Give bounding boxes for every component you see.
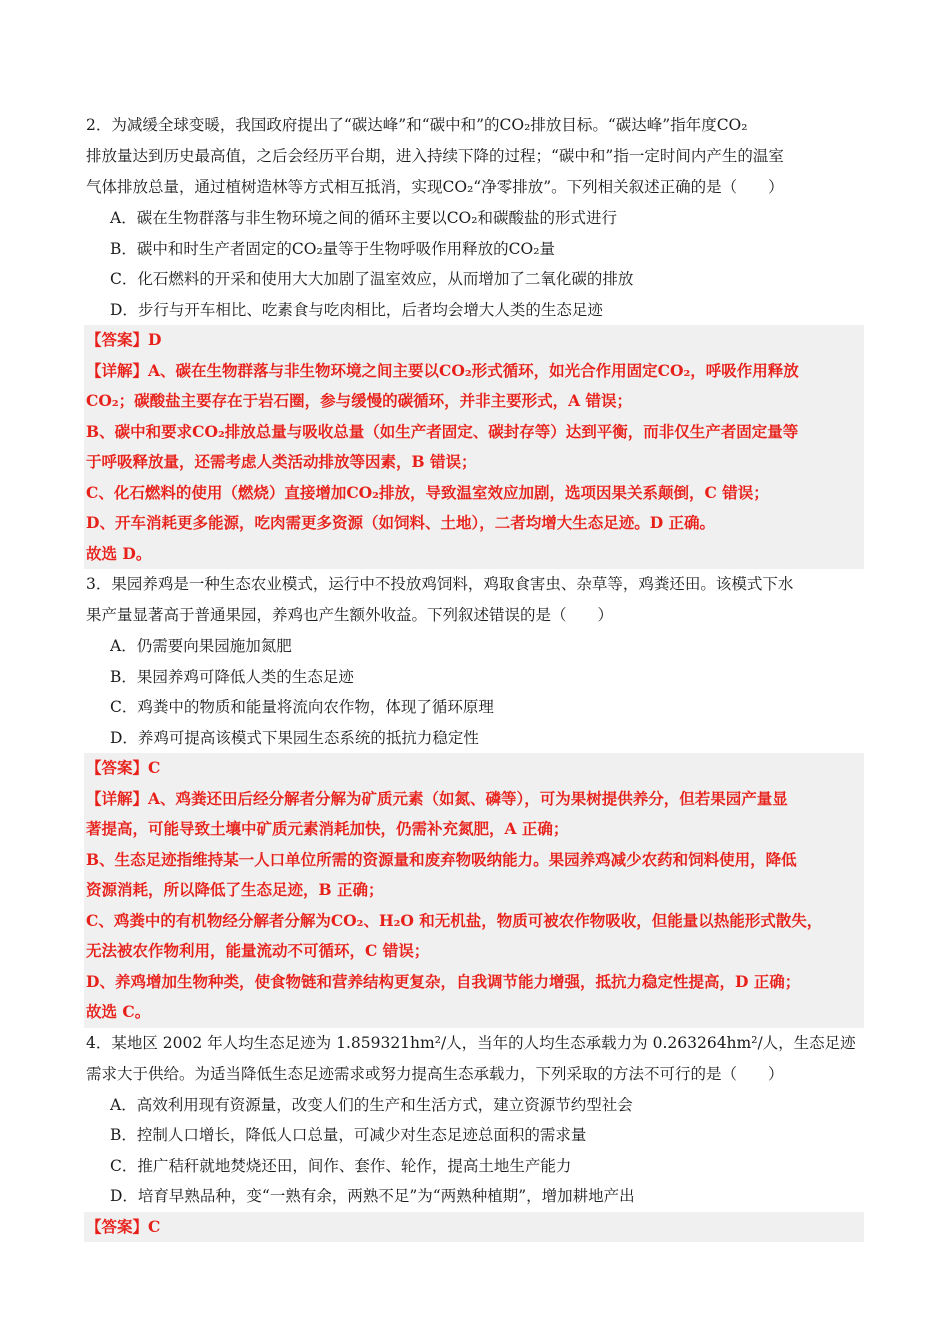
explanation-line: D、开车消耗更多能源，吃肉需更多资源（如饲料、土地），二者均增大生态足迹。D 正确。 [86, 513, 716, 532]
question-2 [86, 110, 864, 569]
question-text-line: 气体排放总量，通过植树造林等方式相互抵消，实现CO₂“净零排放”。下列相关叙述正确的是（ ） [86, 178, 784, 196]
explanation-line: 著提高，可能导致土壤中矿质元素消耗加快，仍需补充氮肥，A 正确； [86, 819, 569, 838]
question-text-line: 排放量达到历史最高值，之后会经历平台期，进入持续下降的过程；“碳中和”指一定时间内产生的温室 [86, 147, 784, 165]
option-b: B．控制人口增长，降低人口总量，可减少对生态足迹总面积的需求量 [110, 1126, 587, 1144]
question-text-line: 4．某地区 2002 年人均生态足迹为 1.859321hm²/人，当年的人均生态承载力为 0.263264hm²/人，生态足迹 [86, 1033, 856, 1052]
explanation-line: CO₂；碳酸盐主要存在于岩石圈，参与缓慢的碳循环，并非主要形式，A 错误； [86, 391, 633, 410]
document-page [86, 110, 864, 1242]
answer-line: 【答案】C [86, 758, 161, 777]
explanation-line: B、生态足迹指维持某一人口单位所需的资源量和废弃物吸纳能力。果园养鸡减少农药和饲料使用，降低 [86, 849, 797, 869]
question-text-line: 3．果园养鸡是一种生态农业模式，运行中不投放鸡饲料，鸡取食害虫、杂草等，鸡粪还田。该模式下水 [86, 575, 794, 593]
option-b: B．果园养鸡可降低人类的生态足迹 [110, 667, 354, 686]
question-text-line: 2．为减缓全球变暖，我国政府提出了“碳达峰”和“碳中和”的CO₂排放目标。“碳达峰”指年度CO₂ [86, 116, 748, 134]
explanation-line: 于呼吸释放量，还需考虑人类活动排放等因素，B 错误； [86, 452, 477, 471]
option-c: C．鸡粪中的物质和能量将流向农作物，体现了循环原理 [110, 698, 494, 716]
question-text-line: 需求大于供给。为适当降低生态足迹需求或努力提高生态承载力，下列采取的方法不可行的是（ ） [86, 1064, 784, 1083]
option-b: B．碳中和时生产者固定的CO₂量等于生物呼吸作用释放的CO₂量 [110, 239, 555, 258]
option-d: D．培育早熟品种，变“一熟有余，两熟不足”为“两熟种植期”，增加耕地产出 [110, 1187, 635, 1205]
explanation-line: C、化石燃料的使用（燃烧）直接增加CO₂排放，导致温室效应加剧，选项因果关系颠倒，C 错误； [86, 482, 769, 502]
explanation-line: 故选 D。 [86, 543, 152, 563]
answer-line: 【答案】C [86, 1216, 161, 1236]
option-a: A．仍需要向果园施加氮肥 [110, 637, 292, 655]
explanation-line: 【详解】A、碳在生物群落与非生物环境之间主要以CO₂形式循环，如光合作用固定CO₂，呼吸作用释放 [86, 360, 799, 380]
option-d: D．养鸡可提高该模式下果园生态系统的抵抗力稳定性 [110, 728, 479, 747]
option-a: A．碳在生物群落与非生物环境之间的循环主要以CO₂和碳酸盐的形式进行 [110, 209, 617, 227]
option-c: C．推广秸秆就地焚烧还田，间作、套作、轮作，提高土地生产能力 [110, 1156, 572, 1175]
answer-block [84, 1212, 864, 1243]
answer-block [84, 753, 864, 1028]
question-3 [86, 569, 864, 1028]
question-4 [86, 1028, 864, 1243]
option-d: D．步行与开车相比、吃素食与吃肉相比，后者均会增大人类的生态足迹 [110, 300, 603, 319]
explanation-line: 故选 C。 [86, 1002, 151, 1021]
explanation-line: B、碳中和要求CO₂排放总量与吸收总量（如生产者固定、碳封存等）达到平衡，而非仅生产者固定量等 [86, 421, 799, 441]
option-c: C．化石燃料的开采和使用大大加剧了温室效应，从而增加了二氧化碳的排放 [110, 270, 634, 288]
answer-block [84, 325, 864, 569]
explanation-line: 无法被农作物利用，能量流动不可循环，C 错误； [86, 941, 430, 960]
explanation-line: 【详解】A、鸡粪还田后经分解者分解为矿质元素（如氮、磷等），可为果树提供养分，但若果园产量显 [86, 788, 788, 808]
explanation-line: D、养鸡增加生物种类，使食物链和营养结构更复杂，自我调节能力增强，抵抗力稳定性提高，D 正确； [86, 971, 801, 991]
answer-line: 【答案】D [86, 330, 162, 349]
explanation-line: 资源消耗，所以降低了生态足迹，B 正确； [86, 880, 384, 899]
explanation-line: C、鸡粪中的有机物经分解者分解为CO₂、H₂O 和无机盐，物质可被农作物吸收，但能量以热能形式散失， [86, 910, 823, 930]
question-text-line: 果产量显著高于普通果园，养鸡也产生额外收益。下列叙述错误的是（ ） [86, 606, 614, 624]
option-a: A．高效利用现有资源量，改变人们的生产和生活方式，建立资源节约型社会 [110, 1095, 633, 1114]
